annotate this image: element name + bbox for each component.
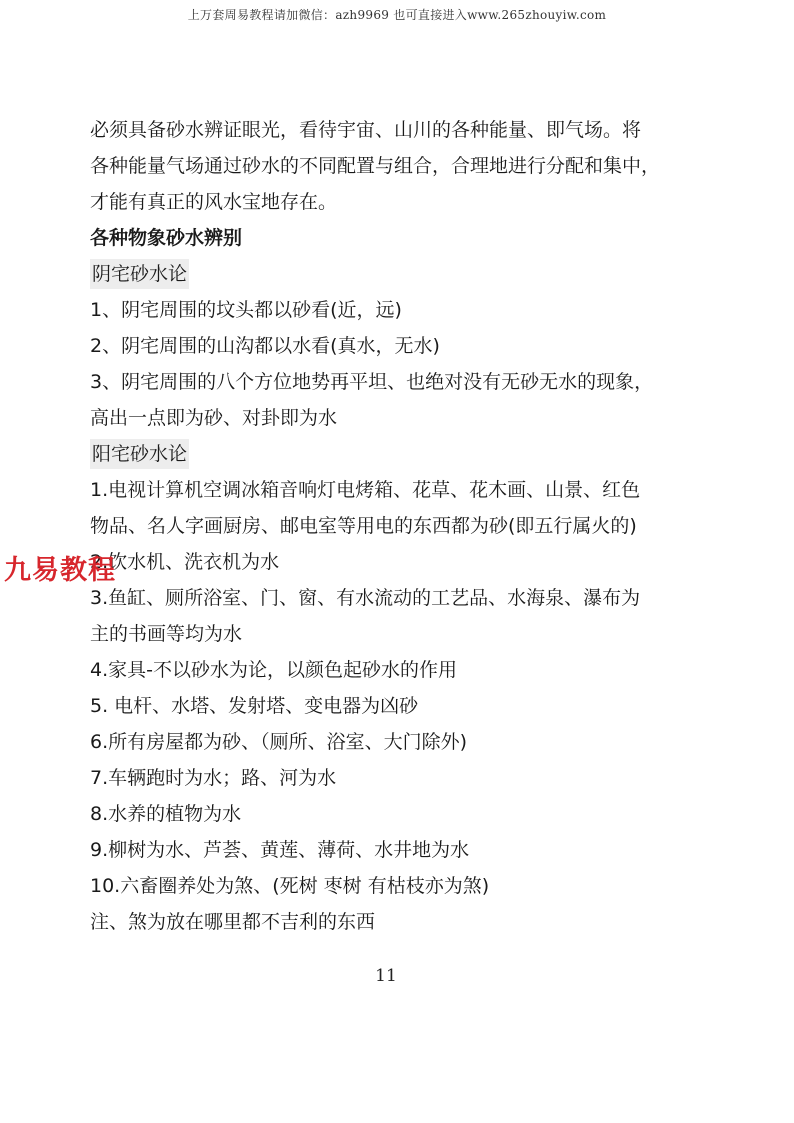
yang-line-11: 9.柳树为水、芦荟、黄莲、薄荷、水井地为水 bbox=[90, 839, 470, 861]
yang-line-4: 3.鱼缸、厕所浴室、门、窗、有水流动的工艺品、水海泉、瀑布为 bbox=[90, 587, 641, 609]
page-number: 11 bbox=[375, 966, 397, 986]
yang-line-10: 8.水养的植物为水 bbox=[90, 803, 242, 825]
yin-section-title: 阴宅砂水论 bbox=[90, 259, 189, 289]
yin-line-1: 1、阴宅周围的坟头都以砂看(近，远) bbox=[90, 299, 402, 321]
yin-line-2: 2、阴宅周围的山沟都以水看(真水，无水) bbox=[90, 335, 440, 357]
watermark-logo: 九易教程 bbox=[4, 555, 116, 586]
yang-line-8: 6.所有房屋都为砂、（厕所、浴室、大门除外) bbox=[90, 731, 468, 753]
yang-line-6: 4.家具-不以砂水为论，以颜色起砂水的作用 bbox=[90, 659, 457, 681]
intro-line-2: 各种能量气场通过砂水的不同配置与组合，合理地进行分配和集中， bbox=[90, 155, 661, 177]
intro-line-3: 才能有真正的风水宝地存在。 bbox=[90, 191, 338, 213]
yang-line-3: 2.饮水机、洗衣机为水 bbox=[90, 551, 280, 573]
yang-line-9: 7.车辆跑时为水；路、河为水 bbox=[90, 767, 337, 789]
yang-line-12: 10.六畜圈养处为煞、(死树 枣树 有枯枝亦为煞) bbox=[90, 875, 490, 897]
document-body bbox=[90, 112, 710, 940]
intro-line-1: 必须具备砂水辨证眼光，看待宇宙、山川的各种能量、即气场。将 bbox=[90, 119, 642, 141]
yang-line-1: 1.电视计算机空调冰箱音响灯电烤箱、花草、花木画、山景、红色 bbox=[90, 479, 641, 501]
yin-line-4: 高出一点即为砂、对卦即为水 bbox=[90, 407, 338, 429]
header-banner: 上万套周易教程请加微信：azh9969 也可直接进入www.265zhouyiw.com bbox=[187, 8, 607, 22]
yang-line-7: 5. 电杆、水塔、发射塔、变电器为凶砂 bbox=[90, 695, 419, 717]
yang-line-5: 主的书画等均为水 bbox=[90, 623, 243, 645]
yin-line-3: 3、阴宅周围的八个方位地势再平坦、也绝对没有无砂无水的现象， bbox=[90, 371, 654, 393]
yang-line-2: 物品、名人字画厨房、邮电室等用电的东西都为砂(即五行属火的) bbox=[90, 515, 637, 537]
section-title: 各种物象砂水辨别 bbox=[90, 227, 243, 249]
yang-section-title: 阳宅砂水论 bbox=[90, 439, 189, 469]
note-line: 注、煞为放在哪里都不吉利的东西 bbox=[90, 911, 376, 933]
